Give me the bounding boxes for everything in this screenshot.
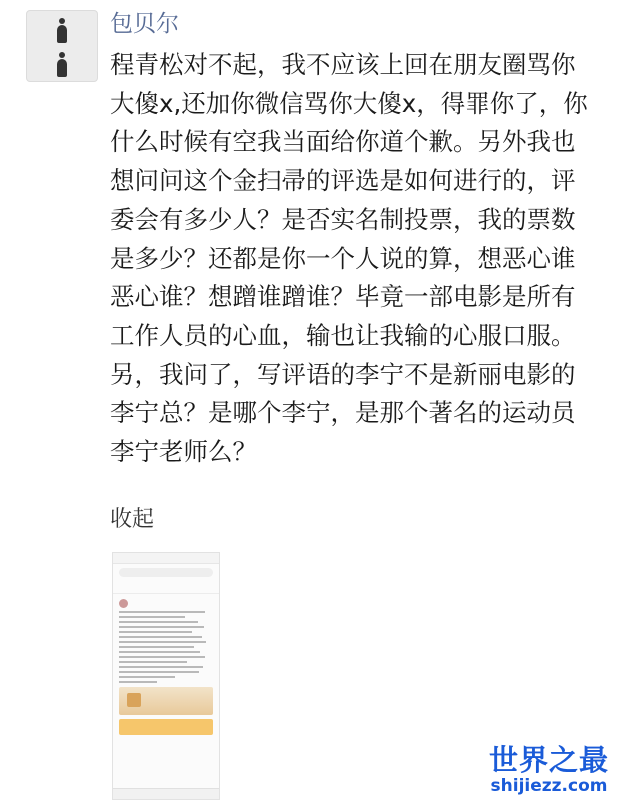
thumb-text-lines <box>119 611 213 683</box>
thumb-url-bar <box>119 568 213 577</box>
thumb-author-avatar <box>119 599 128 608</box>
attached-screenshot-thumbnail[interactable] <box>112 552 220 800</box>
thumb-bottom-toolbar <box>113 788 219 799</box>
avatar-figure-bottom <box>57 59 67 77</box>
thumb-embedded-image <box>119 687 213 715</box>
thumb-promo-banner <box>119 719 213 735</box>
thumb-status-bar <box>113 553 219 564</box>
collapse-link[interactable]: 收起 <box>110 507 155 532</box>
site-watermark <box>489 744 609 796</box>
thumb-author-row <box>119 599 213 608</box>
watermark-url: shijiezz.com <box>490 776 608 796</box>
author-name[interactable]: 包贝尔 <box>110 11 179 37</box>
post-text: 程青松对不起，我不应该上回在朋友圈骂你大傻x,还加你微信骂你大傻x，得罪你了，你什么时候有空我当面给你道个歉。另外我也想问问这个金扫帚的评选是如何进行的，评委会有多少人？是否实名制投票，我的票数是多少？还都是你一个人说的算，想恶心谁恶心谁？想蹭谁蹭谁？毕竟一部电影是所有工作人员的心血，输也让我输的心服口服。另，我问了，写评语的李宁不是新丽电影的李宁总？是哪个李宁，是那个著名的运动员李宁老师么？ <box>110 50 588 467</box>
watermark-name: 世界之最 <box>488 743 609 777</box>
thumb-nav-bar <box>113 581 219 594</box>
avatar-figure-top <box>57 25 67 43</box>
author-avatar[interactable] <box>26 10 98 82</box>
